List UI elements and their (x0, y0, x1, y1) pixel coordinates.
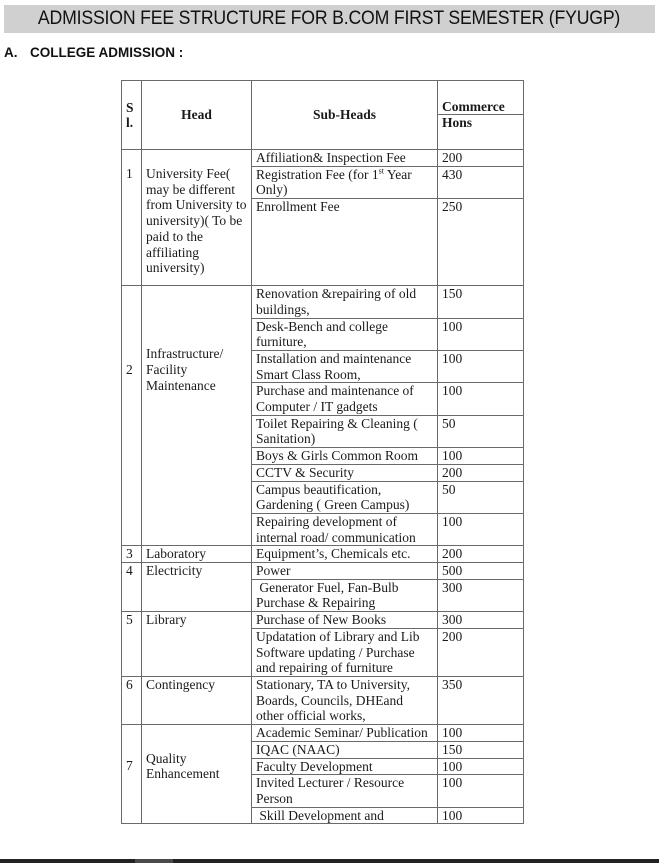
amount-cell: 250 (438, 199, 524, 286)
amount-cell: 50 (438, 481, 524, 513)
table-body (122, 150, 524, 824)
table-row (122, 612, 524, 629)
sub-head-cell: Faculty Development (252, 758, 438, 775)
head-cell: Electricity (142, 563, 252, 612)
sub-head-cell: Skill Development and (252, 807, 438, 824)
table-row (122, 563, 524, 580)
table-row (122, 725, 524, 742)
sub-head-cell: Campus beautification, Gardening ( Green Campus) (252, 481, 438, 513)
header-head: Head (142, 81, 252, 150)
sub-head-cell: CCTV & Security (252, 464, 438, 481)
amount-cell: 100 (438, 350, 524, 382)
bottom-edge-bar (0, 859, 659, 863)
head-label: Infrastructure/ Facility Maintenance (146, 346, 224, 393)
sub-head-cell: Purchase of New Books (252, 612, 438, 629)
sub-head-cell: Updatation of Library and Lib Software updating / Purchase and repairing of furniture (252, 628, 438, 676)
head-cell: Library (142, 612, 252, 677)
amount-cell: 100 (438, 318, 524, 350)
sl-cell: 6 (122, 676, 142, 724)
amount-cell: 500 (438, 563, 524, 580)
amount-cell: 100 (438, 448, 524, 465)
sub-head-cell: Boys & Girls Common Room (252, 448, 438, 465)
sl-number: 7 (126, 758, 133, 774)
sub-head-text: Registration Fee (for 1 (256, 166, 379, 182)
section-letter: A. (4, 45, 18, 60)
sl-number: 1 (126, 166, 133, 181)
amount-cell: 100 (438, 807, 524, 824)
amount-cell: 50 (438, 415, 524, 447)
head-cell (142, 150, 252, 286)
sub-head-cell: Generator Fuel, Fan-Bulb Purchase & Repairing (252, 579, 438, 611)
sl-cell (122, 150, 142, 286)
head-label: Quality Enhancement (146, 750, 220, 782)
sub-head-cell: Renovation &repairing of old buildings, (252, 286, 438, 318)
sl-cell (122, 286, 142, 546)
sl-cell: 3 (122, 546, 142, 563)
sl-cell: 5 (122, 612, 142, 677)
amount-cell: 350 (438, 676, 524, 724)
sl-cell (122, 725, 142, 824)
head-cell: Laboratory (142, 546, 252, 563)
amount-cell: 150 (438, 741, 524, 758)
table-row (122, 150, 524, 167)
sub-head-cell: Desk-Bench and college furniture, (252, 318, 438, 350)
sub-head-cell: Affiliation& Inspection Fee (252, 150, 438, 167)
sub-head-cell (252, 166, 438, 198)
head-cell: Contingency (142, 676, 252, 724)
table-header-row (122, 81, 524, 115)
amount-cell: 100 (438, 758, 524, 775)
amount-cell: 100 (438, 383, 524, 415)
sub-head-cell: Purchase and maintenance of Computer / IT gadgets (252, 383, 438, 415)
sub-head-cell: Toilet Repairing & Cleaning ( Sanitation) (252, 415, 438, 447)
document-title: ADMISSION FEE STRUCTURE FOR B.COM FIRST SEMESTER (FYUGP) (38, 8, 621, 29)
head-cell (142, 286, 252, 546)
sl-number: 2 (126, 361, 133, 377)
sub-head-cell: Stationary, TA to University, Boards, Councils, DHEand other official works, (252, 676, 438, 724)
table-row (122, 286, 524, 318)
sub-head-cell: IQAC (NAAC) (252, 741, 438, 758)
sub-head-cell: Power (252, 563, 438, 580)
amount-cell: 200 (438, 150, 524, 167)
header-sub-heads: Sub-Heads (252, 81, 438, 150)
head-label: University Fee( may be different from University to university)( To be paid to the affiliating university) (146, 166, 247, 276)
table-row (122, 546, 524, 563)
amount-cell: 100 (438, 775, 524, 807)
bottom-edge-segment (135, 859, 173, 863)
fee-structure-table (121, 80, 524, 824)
sub-head-text: Year Only) (256, 166, 412, 198)
section-heading (4, 45, 183, 60)
sub-head-cell: Enrollment Fee (252, 199, 438, 286)
amount-cell: 100 (438, 513, 524, 545)
amount-cell: 300 (438, 612, 524, 629)
sub-head-cell: Academic Seminar/ Publication (252, 725, 438, 742)
section-label: COLLEGE ADMISSION : (30, 45, 184, 60)
amount-cell: 200 (438, 628, 524, 676)
header-commerce: Commerce (438, 81, 524, 115)
amount-cell: 150 (438, 286, 524, 318)
table-row (122, 676, 524, 724)
sub-head-cell: Equipment’s, Chemicals etc. (252, 546, 438, 563)
amount-cell: 200 (438, 546, 524, 563)
amount-cell: 430 (438, 166, 524, 198)
header-sl (122, 81, 142, 150)
header-hons: Hons (438, 115, 524, 150)
sub-head-cell: Invited Lecturer / Resource Person (252, 775, 438, 807)
header-sl-line1: S (126, 100, 134, 115)
sl-cell: 4 (122, 563, 142, 612)
sub-head-cell: Repairing development of internal road/ communication (252, 513, 438, 545)
amount-cell: 200 (438, 464, 524, 481)
amount-cell: 100 (438, 725, 524, 742)
superscript: st (378, 166, 384, 176)
amount-cell: 300 (438, 579, 524, 611)
document-title-bar (4, 5, 655, 33)
sub-head-cell: Installation and maintenance Smart Class Room, (252, 350, 438, 382)
header-sl-line2: l. (126, 115, 134, 130)
head-cell (142, 725, 252, 824)
